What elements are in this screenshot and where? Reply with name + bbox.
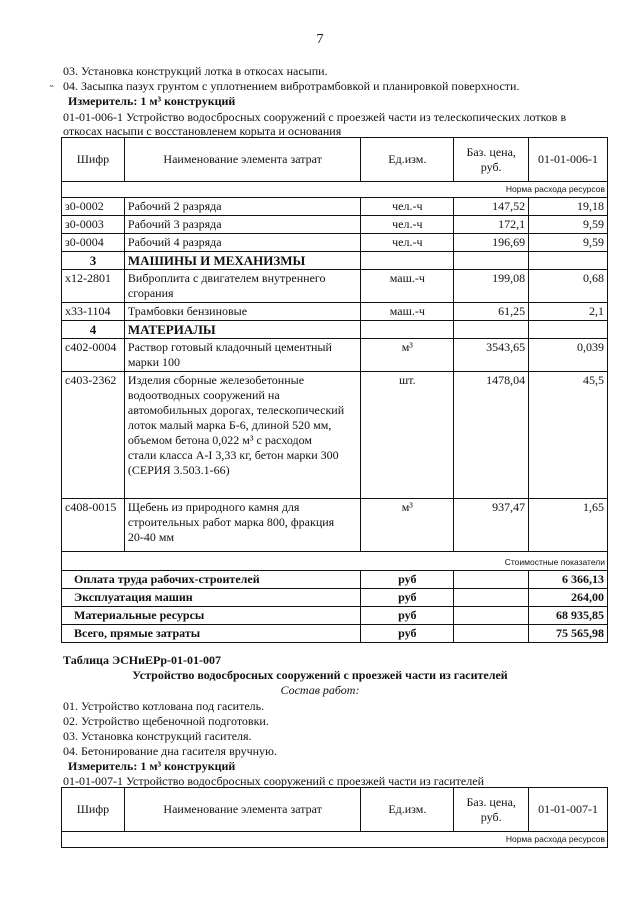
total-value: 68 935,85 — [529, 607, 608, 625]
total-unit: руб — [361, 607, 454, 625]
total-label: Всего, прямые затраты — [62, 625, 361, 643]
row-price: 172,1 — [454, 216, 529, 234]
row-code: х12-2801 — [62, 270, 125, 303]
row-code: з0-0002 — [62, 198, 125, 216]
header-name: Наименование элемента затрат — [124, 138, 361, 182]
cost-label: Стоимостные показатели — [62, 552, 608, 571]
row-price: 937,47 — [454, 499, 529, 552]
row-norm: 2,1 — [529, 303, 608, 321]
measure-unit-2: Измеритель: 1 м³ конструкций — [68, 759, 236, 773]
total-row — [62, 589, 608, 607]
row-name: Раствор готовый кладочный цементный марки 100 — [124, 339, 361, 372]
row-code: з0-0004 — [62, 234, 125, 252]
section-row-materials — [62, 321, 608, 339]
row-unit: маш.-ч — [361, 303, 454, 321]
table-title: Устройство водосбросных сооружений с проезжей части из гасителей — [132, 668, 508, 682]
row-name: Щебень из природного камня для строительных работ марка 800, фракция 20-40 мм — [124, 499, 361, 552]
row-unit: шт. — [361, 372, 454, 499]
total-row — [62, 625, 608, 643]
row-unit: маш.-ч — [361, 270, 454, 303]
norm-label-row — [62, 832, 608, 848]
work-step-4: 04. Бетонирование дна гасителя вручную. — [63, 744, 278, 758]
row-code: з0-0003 — [62, 216, 125, 234]
header-price: Баз. цена, руб. — [454, 138, 529, 182]
table-row — [62, 198, 608, 216]
header-unit: Ед.изм. — [361, 138, 454, 182]
row-name: Трамбовки бензиновые — [124, 303, 361, 321]
row-code: с402-0004 — [62, 339, 125, 372]
total-row — [62, 571, 608, 589]
header-norm-code: 01-01-007-1 — [529, 788, 608, 832]
resource-table-01-01-006 — [61, 137, 608, 643]
row-unit: чел.-ч — [361, 198, 454, 216]
row-norm: 0,68 — [529, 270, 608, 303]
row-name: Рабочий 4 разряда — [124, 234, 361, 252]
table-heading: Таблица ЭСНиЕРр-01-01-007 — [63, 653, 222, 667]
row-code: с408-0015 — [62, 499, 125, 552]
work-step-3: 03. Установка конструкций гасителя. — [63, 729, 252, 743]
row-norm: 9,59 — [529, 216, 608, 234]
row-name: Изделия сборные железобетонные водоотводных сооружений на автомобильных дорогах, телескопический лоток малый марка Б-6, длиной 520 мм, объемом бетона 0,022 м³ с расходом стали класса А-I 3,33 кг, бетон марки 300 (СЕРИЯ 3.503.1-66) — [124, 372, 361, 499]
cost-label-row — [62, 552, 608, 571]
norm-label: Норма расхода ресурсов — [62, 182, 608, 198]
row-price: 61,25 — [454, 303, 529, 321]
header-unit: Ед.изм. — [361, 788, 454, 832]
section-title: МАТЕРИАЛЫ — [124, 321, 361, 339]
header-name: Наименование элемента затрат — [124, 788, 361, 832]
total-label: Материальные ресурсы — [62, 607, 361, 625]
table-row — [62, 270, 608, 303]
section-row-machines — [62, 252, 608, 270]
work-composition-label: Состав работ: — [280, 683, 360, 697]
table-header-row — [62, 138, 608, 182]
row-norm: 45,5 — [529, 372, 608, 499]
row-unit: чел.-ч — [361, 234, 454, 252]
total-unit: руб — [361, 625, 454, 643]
total-unit: руб — [361, 571, 454, 589]
section-title: МАШИНЫ И МЕХАНИЗМЫ — [124, 252, 361, 270]
row-unit: чел.-ч — [361, 216, 454, 234]
header-code: Шифр — [62, 138, 125, 182]
page-number: 7 — [316, 32, 324, 47]
code-title-line-1: 01-01-006-1 Устройство водосбросных сооружений с проезжей части из телескопических лотков в — [63, 110, 567, 124]
row-unit: м³ — [361, 339, 454, 372]
intro-step-4: 04. Засыпка пазух грунтом с уплотнением вибротрамбовкой и планировкой поверхности. — [63, 79, 520, 93]
row-code: с403-2362 — [62, 372, 125, 499]
norm-label: Норма расхода ресурсов — [62, 832, 608, 848]
row-norm: 1,65 — [529, 499, 608, 552]
total-value: 6 366,13 — [529, 571, 608, 589]
code-title-2: 01-01-007-1 Устройство водосбросных сооружений с проезжей части из гасителей — [63, 774, 484, 788]
total-unit: руб — [361, 589, 454, 607]
resource-table-01-01-007 — [61, 787, 608, 848]
table-row — [62, 216, 608, 234]
total-value: 264,00 — [529, 589, 608, 607]
section-number: 3 — [62, 252, 125, 270]
table-row — [62, 234, 608, 252]
row-name: Виброплита с двигателем внутреннего сгорания — [124, 270, 361, 303]
table-row — [62, 339, 608, 372]
row-name: Рабочий 2 разряда — [124, 198, 361, 216]
margin-mark: ˵ — [50, 80, 54, 91]
total-row — [62, 607, 608, 625]
row-price: 3543,65 — [454, 339, 529, 372]
norm-label-row — [62, 182, 608, 198]
header-price: Баз. цена, руб. — [454, 788, 529, 832]
row-name: Рабочий 3 разряда — [124, 216, 361, 234]
row-norm: 19,18 — [529, 198, 608, 216]
table-header-row — [62, 788, 608, 832]
work-step-2: 02. Устройство щебеночной подготовки. — [63, 714, 269, 728]
row-price: 1478,04 — [454, 372, 529, 499]
table-row — [62, 372, 608, 499]
row-norm: 0,039 — [529, 339, 608, 372]
work-step-1: 01. Устройство котлована под гаситель. — [63, 699, 265, 713]
row-price: 147,52 — [454, 198, 529, 216]
total-label: Оплата труда рабочих-строителей — [62, 571, 361, 589]
table-row — [62, 499, 608, 552]
row-norm: 9,59 — [529, 234, 608, 252]
table-row — [62, 303, 608, 321]
row-code: х33-1104 — [62, 303, 125, 321]
measure-unit: Измеритель: 1 м³ конструкций — [68, 94, 236, 108]
code-title-line-2: откосах насыпи с восстановленем корыта и основания — [63, 124, 342, 138]
total-label: Эксплуатация машин — [62, 589, 361, 607]
header-code: Шифр — [62, 788, 125, 832]
section-number: 4 — [62, 321, 125, 339]
row-price: 199,08 — [454, 270, 529, 303]
row-unit: м³ — [361, 499, 454, 552]
total-value: 75 565,98 — [529, 625, 608, 643]
header-norm-code: 01-01-006-1 — [529, 138, 608, 182]
row-price: 196,69 — [454, 234, 529, 252]
intro-step-3: 03. Установка конструкций лотка в откосах насыпи. — [63, 64, 328, 78]
